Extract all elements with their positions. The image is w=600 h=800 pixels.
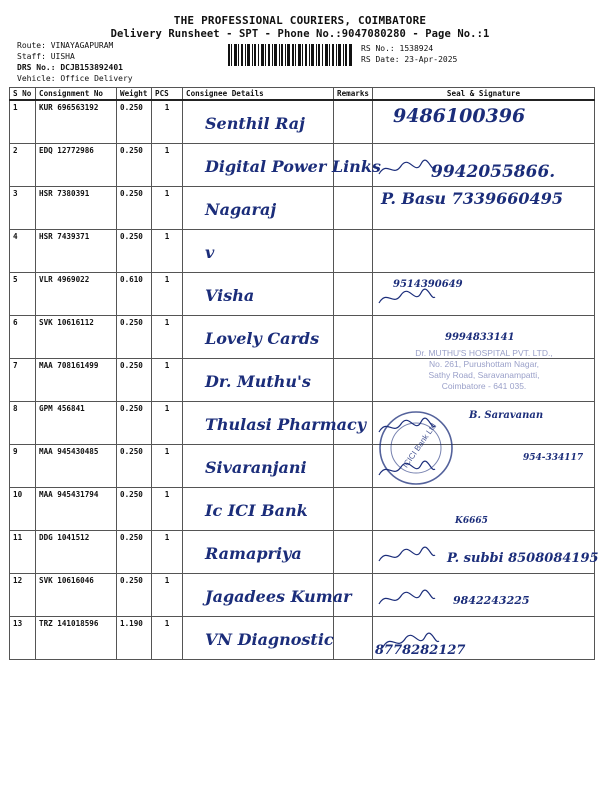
remarks-cell (334, 359, 373, 402)
col-weight: Weight (117, 88, 152, 101)
rs-number: RS No.: 1538924 (361, 44, 434, 53)
signature-note: 954-334117 (523, 453, 584, 463)
weight-cell: 0.610 (117, 273, 152, 316)
table-header-row (10, 88, 595, 101)
consignee-cell (183, 488, 334, 531)
remarks-cell (334, 617, 373, 660)
table-row (10, 445, 595, 488)
remarks-cell (334, 445, 373, 488)
remarks-cell (334, 574, 373, 617)
remarks-cell (334, 187, 373, 230)
consignment-cell: DDG 1041512 (36, 531, 117, 574)
table-row (10, 187, 595, 230)
pcs-cell: 1 (152, 574, 183, 617)
consignee-cell (183, 531, 334, 574)
signature-cell (373, 617, 595, 660)
consignee-cell (183, 445, 334, 488)
signature-note: 9842243225 (453, 594, 530, 607)
consignee-handwriting: Ic ICI Bank (205, 501, 308, 520)
consignment-cell: GPM 456841 (36, 402, 117, 445)
sno-cell: 4 (10, 230, 36, 273)
weight-cell: 0.250 (117, 488, 152, 531)
pcs-cell: 1 (152, 402, 183, 445)
table-row (10, 574, 595, 617)
remarks-cell (334, 488, 373, 531)
sno-cell: 7 (10, 359, 36, 402)
table-row (10, 230, 595, 273)
signature-note: B. Saravanan (469, 410, 544, 421)
table-row (10, 617, 595, 660)
consignee-cell (183, 100, 334, 144)
signature-cell (373, 574, 595, 617)
consignment-cell: TRZ 141018596 (36, 617, 117, 660)
weight-cell: 0.250 (117, 574, 152, 617)
consignee-handwriting: Digital Power Links (205, 157, 381, 176)
sno-cell: 1 (10, 100, 36, 144)
pcs-cell: 1 (152, 359, 183, 402)
col-consignee: Consignee Details (183, 88, 334, 101)
consignee-cell (183, 402, 367, 445)
sno-cell: 2 (10, 144, 36, 187)
drs-number: DRS No.: DCJB153892401 (17, 63, 123, 72)
pcs-cell: 1 (152, 531, 183, 574)
bank-seal (376, 408, 456, 488)
table-row (10, 100, 595, 144)
vehicle-label: Vehicle: Office Delivery (17, 74, 133, 83)
table-row (10, 273, 595, 316)
col-signature: Seal & Signature (373, 88, 595, 101)
signature-scrawl (377, 287, 437, 309)
consignment-cell: HSR 7439371 (36, 230, 117, 273)
signature-note: 9486100396 (393, 105, 526, 127)
bank-seal-text: ICICI Bank Ltd (400, 421, 439, 470)
runsheet-header (0, 14, 600, 40)
company-name: THE PROFESSIONAL COURIERS, COIMBATORE (173, 14, 427, 27)
weight-cell: 0.250 (117, 187, 152, 230)
signature-cell (373, 531, 599, 574)
signature-cell (373, 273, 595, 316)
signature-cell (373, 230, 595, 273)
consignment-cell: MAA 945431794 (36, 488, 117, 531)
weight-cell: 0.250 (117, 144, 152, 187)
signature-note: 9942055866. (431, 162, 556, 182)
weight-cell: 0.250 (117, 230, 152, 273)
signature-cell (373, 100, 595, 144)
pcs-cell: 1 (152, 230, 183, 273)
consignment-cell: MAA 708161499 (36, 359, 117, 402)
consignment-cell: KUR 696563192 (36, 100, 117, 144)
consignee-cell (183, 574, 352, 617)
signature-scrawl (381, 631, 441, 653)
consignee-handwriting: Jagadees Kumar (205, 587, 352, 606)
signature-scrawl (377, 158, 437, 180)
pcs-cell: 1 (152, 187, 183, 230)
remarks-cell (334, 402, 373, 445)
consignee-handwriting: v (205, 243, 215, 262)
weight-cell: 0.250 (117, 359, 152, 402)
consignee-cell (183, 230, 334, 273)
consignment-cell: SVK 10616046 (36, 574, 117, 617)
hospital-stamp (384, 348, 584, 392)
table-row (10, 402, 595, 445)
stamp-line: No. 261, Purushottam Nagar, (428, 359, 540, 369)
consignee-cell (183, 316, 334, 359)
sno-cell: 9 (10, 445, 36, 488)
consignment-cell: VLR 4969022 (36, 273, 117, 316)
pcs-cell: 1 (152, 316, 183, 359)
consignee-handwriting: VN Diagnostic (205, 630, 334, 649)
sno-cell: 10 (10, 488, 36, 531)
pcs-cell: 1 (152, 617, 183, 660)
signature-cell (373, 144, 595, 187)
pcs-cell: 1 (152, 100, 183, 144)
consignee-cell (183, 273, 334, 316)
weight-cell: 0.250 (117, 445, 152, 488)
signature-cell (373, 488, 595, 531)
pcs-cell: 1 (152, 273, 183, 316)
sno-cell: 11 (10, 531, 36, 574)
sno-cell: 3 (10, 187, 36, 230)
table-row (10, 488, 595, 531)
col-remarks: Remarks (334, 88, 373, 101)
runsheet-subtitle: Delivery Runsheet - SPT - Phone No.:9047080280 - Page No.:1 (110, 28, 490, 40)
weight-cell: 0.250 (117, 100, 152, 144)
table-row (10, 144, 595, 187)
pcs-cell: 1 (152, 144, 183, 187)
consignee-cell (183, 144, 381, 187)
consignment-cell: SVK 10616112 (36, 316, 117, 359)
route-label: Route: VINAYAGAPURAM (17, 41, 114, 50)
consignment-cell: MAA 945430485 (36, 445, 117, 488)
col-consignment: Consignment No (36, 88, 117, 101)
stamp-line: Sathy Road, Saravanampatti, (428, 370, 540, 380)
consignee-handwriting: Thulasi Pharmacy (205, 415, 367, 434)
remarks-cell (334, 230, 373, 273)
consignee-handwriting: Dr. Muthu's (205, 372, 311, 391)
consignee-handwriting: Ramapriya (205, 544, 302, 563)
sno-cell: 8 (10, 402, 36, 445)
consignee-handwriting: Lovely Cards (205, 329, 320, 348)
barcode (228, 44, 352, 66)
signature-note: 9514390649 (393, 279, 463, 290)
sno-cell: 6 (10, 316, 36, 359)
signature-cell (373, 187, 595, 230)
runsheet-meta-right (361, 43, 457, 65)
stamp-line: Coimbatore - 641 035. (441, 381, 527, 391)
table-row (10, 531, 595, 574)
sno-cell: 13 (10, 617, 36, 660)
remarks-cell (334, 316, 373, 359)
consignee-handwriting: Senthil Raj (205, 114, 305, 133)
remarks-cell (334, 531, 373, 574)
consignee-handwriting: Nagaraj (205, 200, 277, 219)
signature-note: 9994833141 (445, 332, 515, 343)
signature-note: 8778282127 (375, 643, 466, 658)
consignee-cell (183, 359, 334, 402)
weight-cell: 0.250 (117, 316, 152, 359)
col-pcs: PCS (152, 88, 183, 101)
remarks-cell (334, 273, 373, 316)
remarks-cell (334, 144, 373, 187)
sno-cell: 12 (10, 574, 36, 617)
remarks-cell (334, 100, 373, 144)
pcs-cell: 1 (152, 488, 183, 531)
runsheet-meta-left (17, 40, 133, 84)
sno-cell: 5 (10, 273, 36, 316)
weight-cell: 0.250 (117, 402, 152, 445)
signature-note: K6665 (455, 516, 488, 526)
consignee-handwriting: Visha (205, 286, 255, 305)
rs-date: RS Date: 23-Apr-2025 (361, 55, 458, 64)
pcs-cell: 1 (152, 445, 183, 488)
stamp-line: Dr. MUTHU'S HOSPITAL PVT. LTD., (415, 348, 553, 358)
weight-cell: 1.190 (117, 617, 152, 660)
signature-note: P. subbi 8508084195 (447, 551, 599, 566)
signature-scrawl (377, 588, 437, 610)
signature-scrawl (377, 545, 437, 567)
weight-cell: 0.250 (117, 531, 152, 574)
consignment-cell: HSR 7380391 (36, 187, 117, 230)
consignee-handwriting: Sivaranjani (205, 458, 307, 477)
consignment-cell: EDQ 12772986 (36, 144, 117, 187)
staff-label: Staff: UISHA (17, 52, 75, 61)
consignee-cell (183, 187, 334, 230)
col-sno: S No (10, 88, 36, 101)
signature-note: P. Basu 7339660495 (381, 189, 563, 208)
consignee-cell (183, 617, 334, 660)
